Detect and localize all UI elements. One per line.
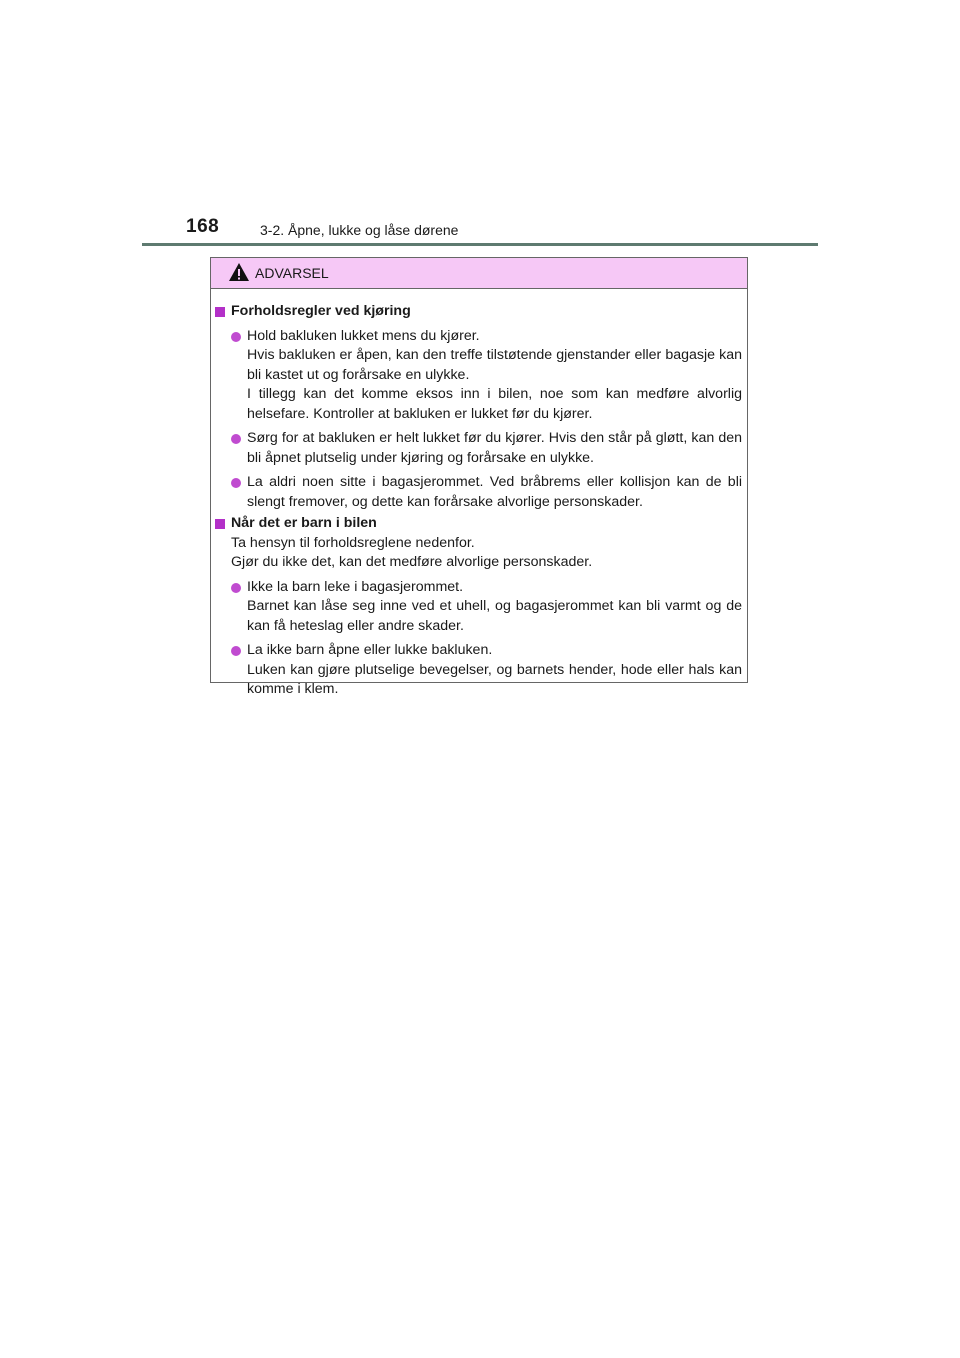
- bullet-item: [215, 327, 742, 425]
- warning-body: [211, 289, 747, 700]
- section-intro: [215, 553, 742, 573]
- bullet-text: Hold bakluken lukket mens du kjører.: [247, 327, 480, 344]
- bullet-item: [215, 641, 742, 700]
- warning-section: [215, 514, 742, 700]
- section-heading-text: Forholdsregler ved kjøring: [231, 303, 411, 319]
- square-bullet-icon: [215, 307, 225, 317]
- bullet-text: Ikke la barn leke i bagasjerommet.: [247, 578, 464, 595]
- bullet-text: I tillegg kan det komme eksos inn i bilen, noe som kan medføre alvorlig helsefare. Kontroller at bakluken er lukket før du kjører.: [247, 386, 742, 422]
- bullet-item: [215, 473, 742, 512]
- page-number: 168: [186, 216, 220, 237]
- square-bullet-icon: [215, 519, 225, 529]
- warning-header: [211, 258, 747, 289]
- round-bullet-icon: [231, 583, 241, 593]
- warning-section: [215, 302, 742, 512]
- section-heading: [215, 514, 742, 534]
- round-bullet-icon: [231, 646, 241, 656]
- round-bullet-icon: [231, 434, 241, 444]
- bullet-text: Sørg for at bakluken er helt lukket før du kjører. Hvis den står på gløtt, kan den bli åpnet plutselig under kjøring og forårsake en ulykke.: [247, 430, 742, 466]
- header-rule: [142, 243, 818, 246]
- bullet-text: Hvis bakluken er åpen, kan den treffe tilstøtende gjenstander eller bagasje kan bli kastet ut og forårsake en ulykke.: [247, 347, 742, 383]
- round-bullet-icon: [231, 332, 241, 342]
- section-intro: [215, 534, 742, 554]
- section-title: 3-2. Åpne, lukke og låse dørene: [260, 222, 459, 238]
- warning-triangle-icon: [228, 262, 250, 282]
- section-heading: [215, 302, 742, 322]
- bullet-text: Barnet kan låse seg inne ved et uhell, og bagasjerommet kan bli varmt og de kan få heteslag eller andre skader.: [247, 598, 742, 634]
- bullet-item: [215, 429, 742, 468]
- section-heading-text: Når det er barn i bilen: [231, 515, 377, 531]
- bullet-text: Luken kan gjøre plutselige bevegelser, og barnets hender, hode eller hals kan komme i klem.: [247, 661, 742, 697]
- warning-box: [210, 257, 748, 697]
- warning-label: ADVARSEL: [255, 265, 329, 281]
- round-bullet-icon: [231, 478, 241, 488]
- bullet-item: [215, 578, 742, 637]
- bullet-text: La ikke barn åpne eller lukke bakluken.: [247, 642, 493, 658]
- intro-text: Ta hensyn til forholdsreglene nedenfor.: [231, 534, 475, 551]
- bullet-text: La aldri noen sitte i bagasjerommet. Ved bråbrems eller kollisjon kan de bli slengt fremover, og dette kan forårsake alvorlige personskader.: [247, 474, 742, 510]
- intro-text: Gjør du ikke det, kan det medføre alvorlige personskader.: [231, 554, 593, 570]
